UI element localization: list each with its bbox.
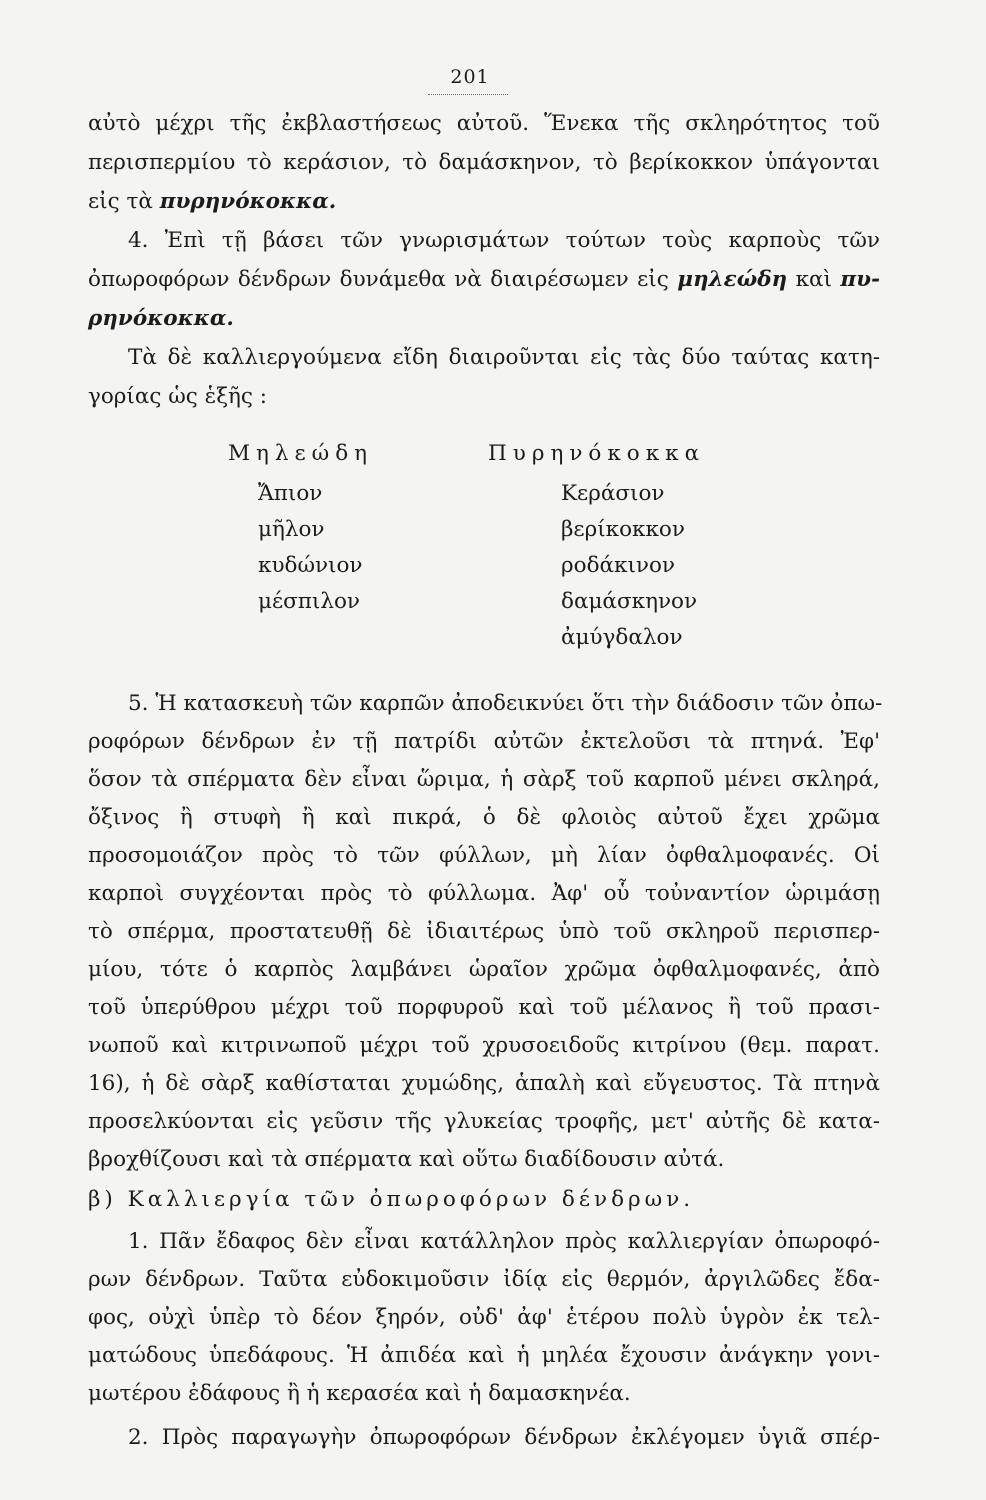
text-line: Τὰ δὲ καλλιεργούμενα εἴδη διαιροῦνται εἰς τὰς δύο ταύτας κατη- [128, 345, 880, 370]
text-segment: καὶ [787, 267, 841, 292]
italic-term: πυ- [840, 267, 880, 292]
table-right-item: ἀμύγδαλον [561, 625, 683, 650]
table-right-item: Κεράσιον [561, 481, 665, 506]
text-line: καρποὶ συγχέονται πρὸς τὸ φύλλωμα. Ἀφ' οὗ τοὐναντίον ὡριμάσῃ [88, 881, 880, 906]
text-line: ὄξινος ἢ στυφὴ ἢ καὶ πικρά, ὁ δὲ φλοιὸς αὐτοῦ ἔχει χρῶμα [88, 805, 880, 830]
text-line: 2. Πρὸς παραγωγὴν ὀπωροφόρων δένδρων ἐκλέγομεν ὑγιᾶ σπέρ- [128, 1425, 880, 1450]
text-line: νωποῦ καὶ κιτρινωποῦ μέχρι τοῦ χρυσοειδοῦς κιτρίνου (θεμ. παρατ. [88, 1033, 880, 1058]
table-left-header: Μηλεώδη [228, 441, 374, 466]
text-line: γορίας ὡς ἑξῆς : [88, 384, 268, 409]
text-line: μίου, τότε ὁ καρπὸς λαμβάνει ὡραῖον χρῶμα ὀφθαλμοφανές, ἀπὸ [88, 957, 880, 982]
table-right-item: δαμάσκηνον [561, 589, 698, 614]
text-line [88, 184, 880, 220]
text-line: φος, οὐχὶ ὑπὲρ τὸ δέον ξηρόν, οὐδ' ἀφ' ἑτέρου πολὺ ὑγρὸν ἐκ τελ- [88, 1305, 880, 1330]
text-line: ρων δένδρων. Ταῦτα εὐδοκιμοῦσιν ἰδίᾳ εἰς θερμόν, ἀργιλῶδες ἔδα- [88, 1267, 880, 1292]
text-line: αὐτὸ μέχρι τῆς ἐκβλαστήσεως αὐτοῦ. Ἕνεκα τῆς σκληρότητος τοῦ [88, 111, 880, 136]
text-line: 4. Ἐπὶ τῇ βάσει τῶν γνωρισμάτων τούτων τοὺς καρποὺς τῶν [128, 228, 880, 253]
section-heading: β) Καλλιεργία τῶν ὀπωροφόρων δένδρων. [88, 1187, 695, 1212]
italic-term: πυρηνόκοκκα. [159, 189, 337, 214]
text-line: τὸ σπέρμα, προστατευθῇ δὲ ἰδιαιτέρως ὑπὸ τοῦ σκληροῦ περισπερ- [88, 919, 880, 944]
text-line [88, 262, 880, 298]
page-number-rule [428, 94, 508, 95]
table-right-header: Πυρηνόκοκκα [488, 441, 706, 466]
table-right-item: ροδάκινον [561, 553, 675, 578]
text-line: τοῦ ὑπερύθρου μέχρι τοῦ πορφυροῦ καὶ τοῦ μέλανος ἢ τοῦ πρασι- [88, 995, 880, 1020]
text-line: 1. Πᾶν ἔδαφος δὲν εἶναι κατάλληλον πρὸς καλλιεργίαν ὀπωροφό- [128, 1229, 880, 1254]
text-line: περισπερμίου τὸ κεράσιον, τὸ δαμάσκηνον, τὸ βερίκοκκον ὑπάγονται [88, 150, 880, 175]
text-line: προσελκύονται εἰς γεῦσιν τῆς γλυκείας τροφῆς, μετ' αὐτῆς δὲ κατα- [88, 1109, 880, 1134]
text-line: προσομοιάζον πρὸς τὸ τῶν φύλλων, μὴ λίαν ὀφθαλμοφανές. Οἱ [88, 843, 880, 868]
text-segment: ὀπωροφόρων δένδρων δυνάμεθα νὰ διαιρέσωμεν εἰς [88, 267, 678, 292]
text-line: μωτέρου ἐδάφους ἢ ἡ κερασέα καὶ ἡ δαμασκηνέα. [88, 1381, 631, 1406]
table-left-item: μέσπιλον [258, 589, 360, 614]
table-left-item: Ἄπιον [258, 481, 323, 506]
table-left-item: μῆλον [258, 517, 325, 542]
text-line: ροφόρων δένδρων ἐν τῇ πατρίδι αὐτῶν ἐκτελοῦσι τὰ πτηνά. Ἐφ' [88, 729, 880, 754]
italic-term: ρηνόκοκκα. [88, 306, 234, 331]
text-line: 16), ἡ δὲ σὰρξ καθίσταται χυμώδης, ἁπαλὴ καὶ εὔγευστος. Τὰ πτηνὰ [88, 1071, 880, 1096]
page-number: 201 [450, 66, 490, 88]
text-segment: εἰς τὰ [88, 189, 160, 214]
text-line: ματώδους ὑπεδάφους. Ἡ ἀπιδέα καὶ ἡ μηλέα ἔχουσιν ἀνάγκην γονι- [88, 1343, 880, 1368]
text-line [88, 301, 880, 337]
text-line: βροχθίζουσι καὶ τὰ σπέρματα καὶ οὕτω διαδίδουσιν αὐτά. [88, 1147, 725, 1172]
table-left-item: κυδώνιον [258, 553, 363, 578]
table-right-item: βερίκοκκον [561, 517, 685, 542]
text-line: 5. Ἡ κατασκευὴ τῶν καρπῶν ἀποδεικνύει ὅτι τὴν διάδοσιν τῶν ὀπω- [128, 691, 883, 716]
italic-term: μηλεώδη [677, 267, 788, 292]
text-line: ὅσον τὰ σπέρματα δὲν εἶναι ὥριμα, ἡ σὰρξ τοῦ καρποῦ μένει σκληρά, [88, 767, 880, 792]
